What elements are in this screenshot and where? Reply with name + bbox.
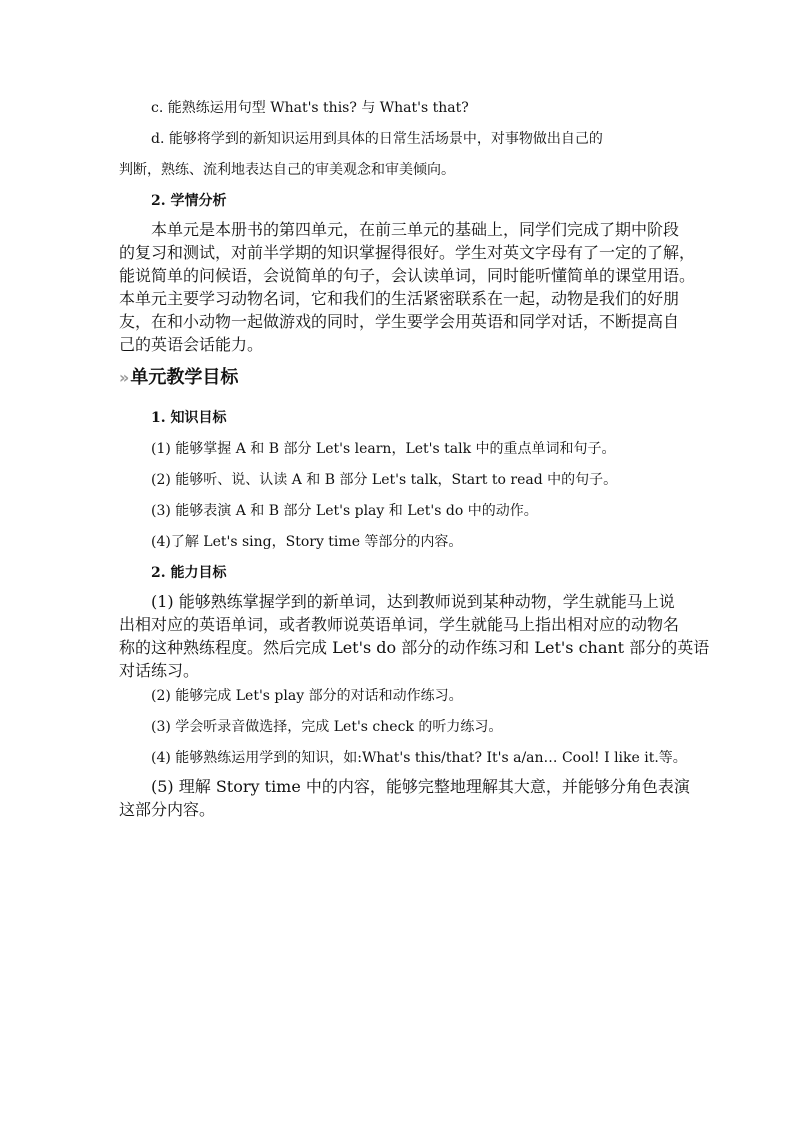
paragraph-line: 的复习和测试，对前半学期的知识掌握得很好。学生对英文字母有了一定的了解， <box>119 243 696 262</box>
paragraph-line: (1) 能够熟练掌握学到的新单词，达到教师说到某种动物，学生就能马上说 <box>151 592 675 611</box>
paragraph-line: 对话练习。 <box>119 661 200 680</box>
ability-goal-3: (3) 学会听录音做选择，完成 Let's check 的听力练习。 <box>151 719 503 735</box>
objective-c: c. 能熟练运用句型 What's this? 与 What's that? <box>151 100 469 116</box>
objective-d-line-1: d. 能够将学到的新知识运用到具体的日常生活场景中，对事物做出自己的 <box>151 131 603 147</box>
paragraph-line: 称的这种熟练程度。然后完成 Let's do 部分的动作练习和 Let's chant 部分的英语 <box>119 638 710 657</box>
double-chevron-icon: » <box>119 368 127 387</box>
document-content <box>119 93 710 820</box>
ability-goal-2: (2) 能够完成 Let's play 部分的对话和动作练习。 <box>151 688 463 704</box>
ability-goal-5 <box>119 774 690 820</box>
paragraph-line: 本单元是本册书的第四单元，在前三单元的基础上，同学们完成了期中阶段 <box>151 220 680 239</box>
knowledge-goal-1: (1) 能够掌握 A 和 B 部分 Let's learn，Let's talk 中的重点单词和句子。 <box>151 441 616 457</box>
ability-goal-1 <box>119 589 710 681</box>
paragraph-line: 出相对应的英语单词，或者教师说英语单词，学生就能马上指出相对应的动物名 <box>119 615 680 634</box>
paragraph-line: 能说简单的问候语，会说简单的句子，会认读单词，同时能听懂简单的课堂用语。 <box>119 266 696 285</box>
paragraph-line: 己的英语会话能力。 <box>119 335 264 354</box>
heading-knowledge-goals: 1. 知识目标 <box>151 410 227 426</box>
knowledge-goal-2: (2) 能够听、说、认读 A 和 B 部分 Let's talk，Start to read 中的句子。 <box>151 472 618 488</box>
paragraph-line: 这部分内容。 <box>119 800 216 819</box>
knowledge-goal-4: (4)了解 Let's sing，Story time 等部分的内容。 <box>151 534 463 550</box>
learning-analysis-paragraph <box>119 217 696 355</box>
heading-ability-goals: 2. 能力目标 <box>151 565 227 581</box>
section-heading <box>119 361 679 395</box>
paragraph-line: (5) 理解 Story time 中的内容，能够完整地理解其大意，并能够分角色表演 <box>151 777 690 796</box>
section-title: 单元教学目标 <box>130 367 239 388</box>
knowledge-goal-3: (3) 能够表演 A 和 B 部分 Let's play 和 Let's do 中的动作。 <box>151 503 538 519</box>
ability-goal-4: (4) 能够熟练运用学到的知识，如:What's this/that? It's a/an… Cool! I like it.等。 <box>151 750 687 766</box>
paragraph-line: 友，在和小动物一起做游戏的同时，学生要学会用英语和同学对话，不断提高自 <box>119 312 680 331</box>
heading-learning-analysis: 2. 学情分析 <box>151 193 227 209</box>
objective-d-line-2: 判断，熟练、流利地表达自己的审美观念和审美倾向。 <box>119 162 455 178</box>
paragraph-line: 本单元主要学习动物名词，它和我们的生活紧密联系在一起，动物是我们的好朋 <box>119 289 680 308</box>
